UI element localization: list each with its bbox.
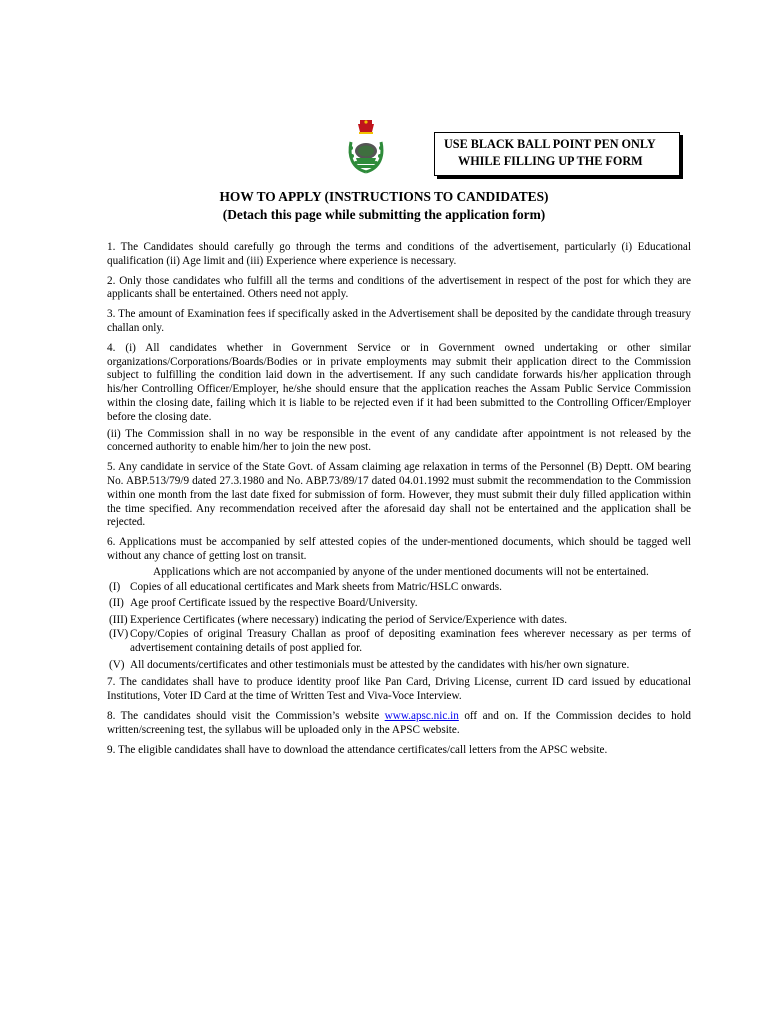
- list-item-text: Copies of all educational certificates and Mark sheets from Matric/HSLC onwards.: [130, 580, 502, 593]
- apsc-website-link[interactable]: www.apsc.nic.in: [384, 709, 459, 722]
- instruction-2: 2. Only those candidates who fulfill all the terms and conditions of the advertisement in respect of the post for which they are applicants shall be entertained. Others need not apply.: [107, 274, 691, 301]
- black-pen-notice-box: [434, 132, 680, 176]
- instruction-3: 3. The amount of Examination fees if specifically asked in the Advertisement shall be deposited by the candidate through treasury challan only.: [107, 308, 691, 334]
- list-item: [107, 659, 691, 673]
- notice-line-1: USE BLACK BALL POINT PEN ONLY: [444, 137, 656, 151]
- list-item-text: All documents/certificates and other testimonials must be attested by the candidates with his/her own signature.: [130, 658, 630, 671]
- instruction-4-ii: (ii) The Commission shall in no way be responsible in the event of any candidate after appointment is not released by the concerned authority to enable him/her to join the new post.: [107, 427, 691, 454]
- instruction-6: 6. Applications must be accompanied by self attested copies of the under-mentioned documents, which should be tagged well without any chance of getting lost on transit.: [107, 536, 691, 562]
- instruction-4-i: 4. (i) All candidates whether in Government Service or in Government owned undertaking or other similar organizations/Corporations/Boards/Bodies or in private employments may submit their application direct to the Commission subject to fulfilling the condition laid down in the advertisement. If any such candidate forwards his/her application through his/her Controlling Officer/Employer, he/she should ensure that the application reaches the Assam Public Service Commission within the closing date, failing which it is liable to be rejected even if it had been submitted to the Controlling Officer/Employer before the closing date.: [107, 341, 691, 423]
- instruction-8-text-start: 8. The candidates should visit the Commission’s website: [107, 709, 385, 722]
- list-item: [107, 581, 691, 595]
- list-item-number: (IV): [109, 627, 129, 640]
- notice-line-2: WHILE FILLING UP THE FORM: [458, 154, 643, 168]
- page-title: HOW TO APPLY (INSTRUCTIONS TO CANDIDATES): [219, 189, 549, 204]
- instructions-body: [107, 241, 691, 763]
- list-item-number: (II): [109, 597, 124, 610]
- page-subtitle: (Detach this page while submitting the application form): [222, 207, 546, 222]
- list-item-text: Experience Certificates (where necessary) indicating the period of Service/Experience with dates.: [130, 614, 568, 627]
- list-item: [107, 628, 691, 656]
- instruction-5: 5. Any candidate in service of the State Govt. of Assam claiming age relaxation in terms of the Personnel (B) Deptt. OM bearing No. ABP.513/79/9 dated 27.3.1980 and No. ABP.73/89/17 dated 04.01.1992 must submit the recommendation to the Commission within one month from the last date fixed for submission of form. However, they must submit their duly filled application within the time specified. Any recommendation received after the aforesaid day shall not be entertained and the application shall be rejected.: [107, 461, 691, 529]
- instruction-8-text-end: off and on. If the Commission decides to hold written/screening test, the syllabus will be uploaded only in the APSC website.: [107, 709, 692, 736]
- instruction-1: 1. The Candidates should carefully go through the terms and conditions of the advertisement, particularly (i) Educational qualification (ii) Age limit and (iii) Experience where experience is necessary.: [107, 241, 691, 267]
- list-item-text: Age proof Certificate issued by the respective Board/University.: [130, 597, 418, 610]
- page-heading: [0, 188, 768, 224]
- instruction-8: [107, 710, 691, 738]
- required-documents-list: [107, 581, 691, 673]
- list-item: [107, 597, 691, 611]
- instruction-7: 7. The candidates shall have to produce identity proof like Pan Card, Driving License, current ID card issued by educational Institutions, Voter ID Card at the time of Written Test and Viva-Voce Interview.: [107, 676, 691, 703]
- list-item-number: (III): [109, 614, 128, 627]
- list-item-number: (V): [109, 658, 125, 671]
- instruction-9: 9. The eligible candidates shall have to download the attendance certificates/call letters from the APSC website.: [107, 743, 608, 756]
- list-item-number: (I): [109, 580, 121, 593]
- list-item-text: Copy/Copies of original Treasury Challan as proof of depositing examination fees wherever necessary as per terms of advertisement containing details of post applied for.: [130, 627, 691, 654]
- instruction-6-note: Applications which are not accompanied by anyone of the under mentioned documents will not be entertained.: [153, 565, 649, 578]
- state-emblem-icon: [346, 118, 386, 174]
- list-item: [107, 614, 691, 628]
